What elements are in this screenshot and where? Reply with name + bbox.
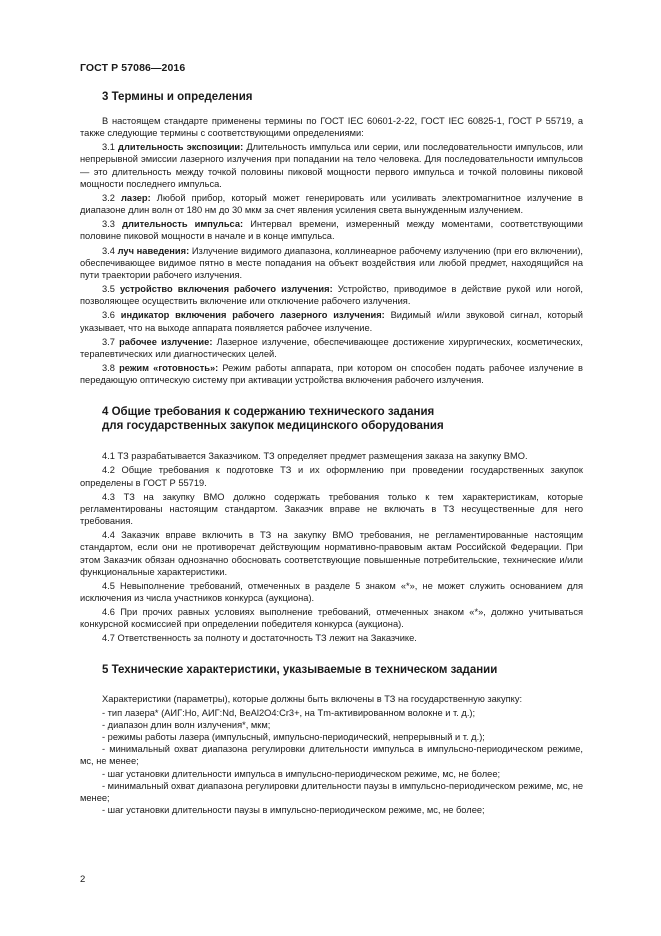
- list-item: - шаг установки длительности паузы в импульсно-периодическом режиме, мс, не более;: [102, 805, 485, 816]
- clause-4-6: 4.6 При прочих равных условиях выполнение требований, отмеченных знаком «*», должно учитываться конкурсной космиссией при определении победителя конкурса (аукциона).: [80, 607, 583, 630]
- term-number: 3.3: [102, 219, 115, 230]
- document-header: ГОСТ Р 57086—2016: [80, 62, 186, 74]
- section-3-intro: В настоящем стандарте применены термины по ГОСТ IEC 60601-2-22, ГОСТ IEC 60825-1, ГОСТ Р 55719, а также следующие термины с соответствующими определениями:: [80, 116, 583, 139]
- term-3-1: [80, 141, 583, 190]
- term-name: рабочее излучение:: [119, 336, 213, 347]
- clause-4-2: 4.2 Общие требования к подготовке ТЗ и их оформлению при проведении государственных закупок определены в ГОСТ Р 55719.: [80, 465, 583, 488]
- term-definition: Режим работы аппарата, при котором он способен подать рабочее излучение в передающую оптическую систему при активации устройства включения рабочего излучения.: [80, 362, 583, 386]
- term-name: длительность импульса:: [122, 219, 244, 230]
- term-number: 3.4: [102, 245, 115, 256]
- term-definition: Длительность импульса или серии, или последовательности импульсов, или непрерывной эмиссии лазерного излучения при попадании на тело человека. Для последовательности импульсов — это длительность между точкой половины пиковой мощности первого импульса и точкой половины пиковой мощности последнего импульса.: [80, 142, 583, 189]
- page-content: [80, 90, 583, 816]
- list-item: - минимальный охват диапазона регулировки длительности паузы в импульсно-периодическом режиме, мс, не менее;: [80, 780, 583, 803]
- term-definition: Интервал времени, измеренный между моментами, соответствующими половине пиковой мощности в начале и в конце импульса.: [80, 219, 583, 242]
- section-3-title: 3 Термины и определения: [102, 91, 253, 103]
- clause-4-4: 4.4 Заказчик вправе включить в ТЗ на закупку ВМО требования, не регламентированные настоящим стандартом, если они не противоречат действующим нормативно-правовым актам Российской Федерации. При этом Заказчик обязан однозначно обосновать соответствующие повышенные потребительские, технические и/или функциональные характеристики.: [80, 530, 583, 577]
- term-definition: Устройство, приводимое в действие рукой или ногой, позволяющее осуществить включение или отключение рабочего излучения.: [80, 284, 584, 307]
- term-name: длительность экспозиции:: [118, 142, 244, 153]
- term-name: лазер:: [121, 192, 151, 203]
- list-item: - тип лазера* (АИГ:Ho, АИГ:Nd, BeAl2O4:Cr3+, на Tm-активированном волокне и т. д.);: [102, 707, 476, 718]
- clause-4-3: 4.3 ТЗ на закупку ВМО должно содержать требования только к тем характеристикам, которые регламентированы настоящим стандартом. Заказчик вправе не включать в ТЗ несущественные для него требования.: [80, 491, 583, 527]
- section-4-title: [102, 405, 583, 433]
- term-definition: Излучение видимого диапазона, коллинеарное рабочему излучению (при его включении), обеспечивающее видимое пятно в месте попадания на объект воздействия или любой предмет, находящийся на пути траектории рабочего излучения.: [80, 245, 584, 280]
- term-number: 3.1: [102, 142, 115, 153]
- clause-4-1: 4.1 ТЗ разрабатывается Заказчиком. ТЗ определяет предмет размещения заказа на закупку ВМО.: [102, 451, 528, 462]
- term-3-6: [80, 309, 583, 333]
- page-number: 2: [80, 874, 86, 885]
- list-item: - минимальный охват диапазона регулировки длительности импульса в импульсно-периодическом режиме, мс, не менее;: [80, 744, 583, 767]
- term-3-2: [80, 192, 583, 216]
- term-3-3: [80, 218, 583, 242]
- list-item: - режимы работы лазера (импульсный, импульсно-периодический, непрерывный и т. д.);: [102, 732, 485, 743]
- term-definition: Лазерное излучение, обеспечивающее достижение хирургических, косметических, терапевтических или диагностических целей.: [80, 336, 583, 359]
- term-number: 3.6: [102, 310, 115, 321]
- list-item: - шаг установки длительности импульса в импульсно-периодическом режиме, мс, не более;: [102, 768, 501, 779]
- term-definition: Любой прибор, который может генерировать или усиливать электромагнитное излучение в диапазоне длин волн от 180 нм до 30 мкм за счет явления усиления света вынужденным излучением.: [80, 192, 583, 216]
- term-3-4: [80, 245, 583, 281]
- section-4-title-line-2: для государственных закупок медицинского оборудования: [102, 420, 444, 433]
- term-name: индикатор включения рабочего лазерного излучения:: [120, 310, 385, 321]
- section-4-title-line-1: 4 Общие требования к содержанию технического задания: [102, 406, 435, 419]
- clause-4-7: 4.7 Ответственность за полноту и достаточность ТЗ лежит на Заказчике.: [102, 633, 417, 644]
- section-5-title: 5 Технические характеристики, указываемые в техническом задании: [102, 663, 498, 676]
- term-number: 3.8: [102, 362, 115, 373]
- term-3-7: [80, 336, 583, 360]
- term-number: 3.7: [102, 336, 115, 347]
- term-definition: Видимый и/или звуковой сигнал, который указывает, что на выходе аппарата появляется рабочее излучение.: [80, 310, 583, 333]
- term-number: 3.5: [102, 284, 115, 295]
- term-3-8: [80, 362, 583, 386]
- term-3-5: [80, 283, 583, 307]
- section-5-intro: Характеристики (параметры), которые должны быть включены в ТЗ на государственную закупку:: [102, 693, 523, 704]
- term-number: 3.2: [102, 192, 115, 203]
- list-item: - диапазон длин волн излучения*, мкм;: [102, 719, 271, 730]
- term-name: луч наведения:: [117, 245, 190, 256]
- term-name: режим «готовность»:: [119, 362, 219, 373]
- clause-4-5: 4.5 Невыполнение требований, отмеченных в разделе 5 знаком «*», не может служить основанием для исключения из числа участников конкурса (аукциона).: [80, 580, 583, 603]
- term-name: устройство включения рабочего излучения:: [119, 284, 333, 295]
